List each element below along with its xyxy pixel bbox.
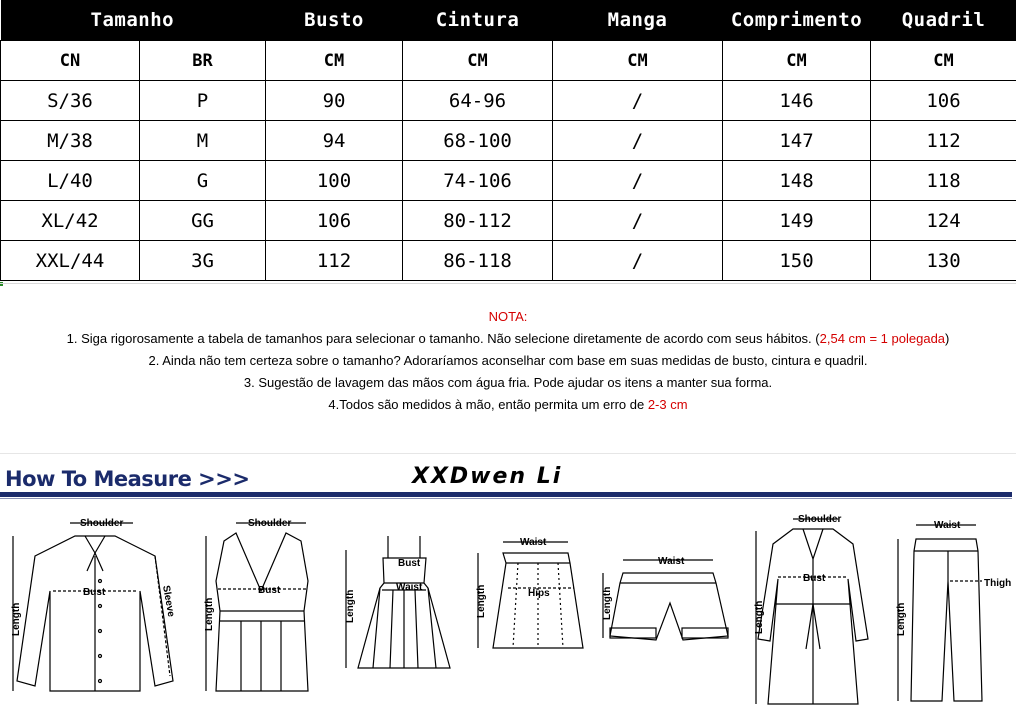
skirt-diagram	[468, 528, 588, 678]
shorts-illustration	[598, 548, 738, 658]
table-row	[1, 161, 1016, 201]
table-cell: 106	[871, 81, 1016, 121]
note-text: )	[945, 331, 950, 346]
table-row	[1, 241, 1016, 281]
brand-logo: XXDwen Li	[412, 464, 563, 489]
unit-row	[1, 41, 1016, 81]
table-row	[1, 81, 1016, 121]
table-row	[1, 201, 1016, 241]
table-cell: 64-96	[403, 81, 553, 121]
note-highlight: 2,54 cm = 1 polegada	[819, 331, 946, 346]
table-cell: 74-106	[403, 161, 553, 201]
blouse-length-label: Length	[11, 602, 22, 636]
unit-cell: BR	[140, 41, 266, 81]
blouse-sleeve-label: Sleeve	[160, 584, 177, 618]
table-header-row	[1, 0, 1016, 41]
pants-illustration	[886, 511, 1014, 707]
table-cell: 118	[871, 161, 1016, 201]
notes-section	[0, 283, 1016, 453]
table-cell: M/38	[1, 121, 140, 161]
table-cell: /	[553, 241, 723, 281]
pants-waist-label: Waist	[934, 520, 961, 531]
table-cell: /	[553, 121, 723, 161]
table-cell: 130	[871, 241, 1016, 281]
note-text: 1. Siga rigorosamente a tabela de tamanhos para selecionar o tamanho. Não selecione diretamente de acordo com seus hábitos. (	[66, 331, 820, 346]
table-cell: 106	[266, 201, 403, 241]
table-cell: /	[553, 81, 723, 121]
garment-diagrams	[0, 503, 1016, 710]
header-comprimento: Comprimento	[723, 0, 871, 41]
coat-bust-label: Bust	[803, 573, 826, 584]
table-cell: 146	[723, 81, 871, 121]
shorts-length-label: Length	[602, 586, 613, 620]
note-line-3: 3. Sugestão de lavagem das mãos com água fria. Pode ajudar os itens a manter sua forma.	[243, 375, 773, 390]
table-cell: P	[140, 81, 266, 121]
coat-illustration	[748, 509, 878, 709]
table-cell: M	[140, 121, 266, 161]
tank-illustration	[196, 511, 326, 707]
divider-line	[0, 498, 1012, 499]
pants-length-label: Length	[896, 602, 907, 636]
table-cell: 149	[723, 201, 871, 241]
table-cell: 112	[871, 121, 1016, 161]
tank-shoulder-label: Shoulder	[248, 518, 292, 529]
table-cell: 86-118	[403, 241, 553, 281]
table-cell: 3G	[140, 241, 266, 281]
table-cell: G	[140, 161, 266, 201]
table-cell: S/36	[1, 81, 140, 121]
table-cell: 80-112	[403, 201, 553, 241]
dress-illustration	[338, 528, 458, 708]
header-busto: Busto	[266, 0, 403, 41]
table-cell: 148	[723, 161, 871, 201]
table-cell: 147	[723, 121, 871, 161]
header-cintura: Cintura	[403, 0, 553, 41]
note-line-1	[0, 328, 1016, 350]
skirt-hips-label: Hips	[528, 588, 550, 599]
table-cell: 124	[871, 201, 1016, 241]
tank-length-label: Length	[204, 597, 215, 631]
note-highlight: 2-3 cm	[647, 397, 688, 412]
unit-cell: CM	[723, 41, 871, 81]
coat-shoulder-label: Shoulder	[798, 514, 842, 525]
unit-cell: CM	[266, 41, 403, 81]
tank-diagram	[196, 511, 326, 707]
dress-diagram	[338, 528, 458, 708]
blouse-illustration	[5, 511, 185, 707]
how-to-measure-heading: How To Measure >>>	[5, 467, 250, 491]
unit-cell: CM	[553, 41, 723, 81]
note-line-4	[0, 394, 1016, 416]
table-cell: XXL/44	[1, 241, 140, 281]
table-cell: 150	[723, 241, 871, 281]
pants-diagram	[886, 511, 1014, 707]
note-text: 4.Todos são medidos à mão, então permita um erro de	[328, 397, 648, 412]
note-line-2: 2. Ainda não tem certeza sobre o tamanho? Adoraríamos aconselhar com base em suas medidas de busto, cintura e quadril.	[148, 353, 868, 368]
shorts-waist-label: Waist	[658, 556, 685, 567]
unit-cell: CM	[871, 41, 1016, 81]
tank-bust-label: Bust	[258, 585, 281, 596]
coat-length-label: Length	[754, 600, 765, 634]
divider-bar	[0, 492, 1012, 497]
pants-thigh-label: Thigh	[984, 578, 1012, 589]
skirt-illustration	[468, 528, 588, 678]
header-quadril: Quadril	[871, 0, 1016, 41]
shorts-diagram	[598, 548, 738, 658]
header-manga: Manga	[553, 0, 723, 41]
blouse-shoulder-label: Shoulder	[80, 518, 124, 529]
table-cell: 90	[266, 81, 403, 121]
size-chart-table	[0, 0, 1016, 281]
table-cell: 100	[266, 161, 403, 201]
table-cell: 112	[266, 241, 403, 281]
table-row	[1, 121, 1016, 161]
table-cell: /	[553, 201, 723, 241]
table-cell: GG	[140, 201, 266, 241]
dress-waist-label: Waist	[396, 582, 423, 593]
dress-length-label: Length	[345, 589, 356, 623]
coat-diagram	[748, 509, 878, 709]
unit-cell: CN	[1, 41, 140, 81]
blouse-diagram	[5, 511, 185, 707]
blouse-bust-label: Bust	[83, 587, 106, 598]
table-cell: 94	[266, 121, 403, 161]
table-cell: 68-100	[403, 121, 553, 161]
notes-title: NOTA:	[488, 309, 528, 324]
header-tamanho: Tamanho	[1, 0, 266, 41]
table-cell: /	[553, 161, 723, 201]
skirt-waist-label: Waist	[520, 537, 547, 548]
table-cell: L/40	[1, 161, 140, 201]
dress-bust-label: Bust	[398, 558, 421, 569]
skirt-length-label: Length	[476, 584, 487, 618]
unit-cell: CM	[403, 41, 553, 81]
table-cell: XL/42	[1, 201, 140, 241]
